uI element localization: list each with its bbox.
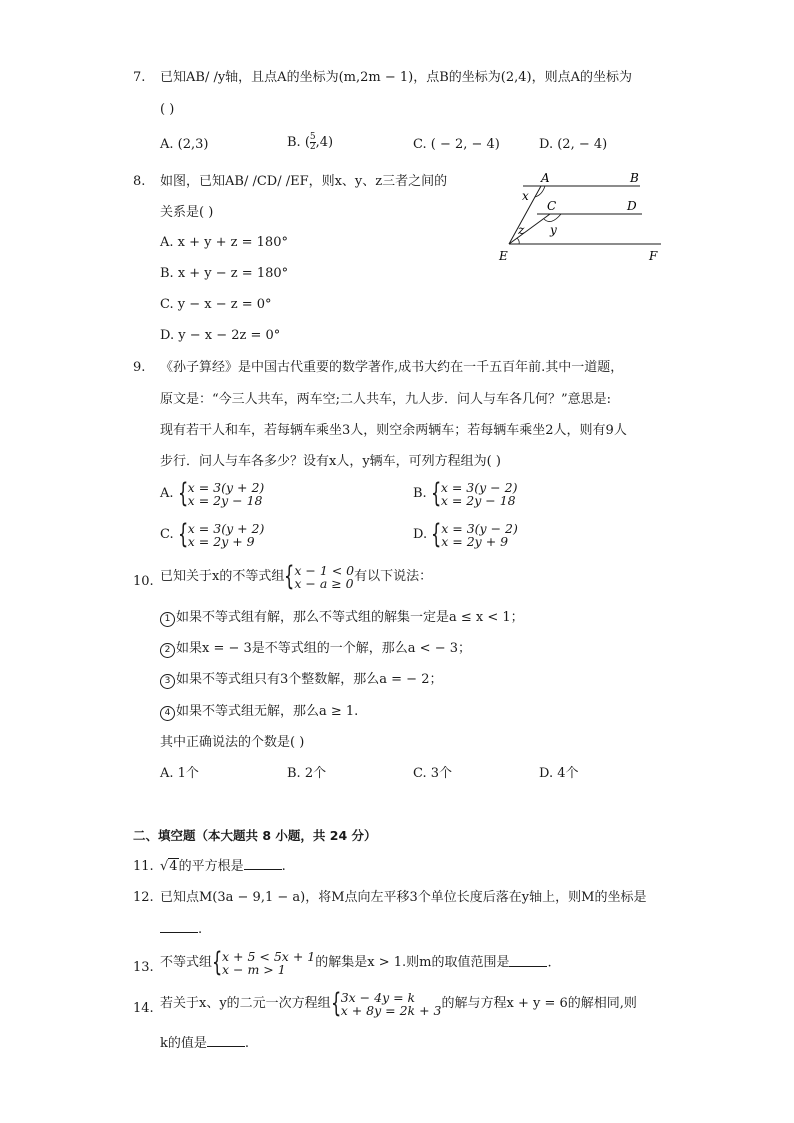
q10-stem: 已知关于x的不等式组 { x − 1 < 0 x − a ≥ 0 有以下说法：	[160, 561, 433, 592]
label-y: y	[550, 223, 557, 237]
q7-option-b-fraction: $\frac{5}{2}$	[309, 132, 316, 152]
q8-option-b: B. x + y − z = 180°	[160, 266, 289, 281]
q9-stem-line4: 步行．问人与车各多少？设有x人，y辆车，可列方程组为( )	[160, 454, 501, 469]
sqrt-symbol: √4	[160, 859, 178, 874]
label-a: A	[541, 171, 550, 185]
q10-option-d: D. 4个	[539, 766, 579, 781]
q13-number: 13.	[133, 960, 154, 975]
q9-option-d: D. { x = 3(y − 2) x = 2y + 9	[413, 519, 518, 550]
q8-number: 8.	[133, 174, 146, 189]
q11-answer-blank[interactable]	[244, 857, 282, 870]
q9-option-c: C. { x = 3(y + 2) x = 2y + 9	[160, 519, 265, 550]
q10-statement-2: 2 如果x = − 3是不等式组的一个解，那么a < − 3；	[160, 639, 471, 659]
q10-ask: 其中正确说法的个数是( )	[160, 735, 305, 750]
q8-stem-line2: 关系是( )	[160, 205, 214, 220]
q9-option-b: B. { x = 3(y − 2) x = 2y − 18	[413, 478, 518, 509]
q14-equation-system: { 3x − 4y = k x + 8y = 2k + 3	[330, 988, 442, 1019]
q7-option-b: B. ( $\frac{5}{2}$ ,4)	[287, 132, 334, 152]
q10-option-c: C. 3个	[413, 766, 453, 781]
q10-option-b: B. 2个	[287, 766, 327, 781]
label-x: x	[522, 189, 529, 203]
q8-stem-line1: 如图，已知AB/ /CD/ /EF，则x、y、z三者之间的	[160, 174, 448, 189]
q12-answer-line: .	[160, 920, 202, 940]
angle-y-arc	[544, 214, 561, 222]
line-ce	[509, 214, 550, 244]
q14-answer-blank[interactable]	[207, 1034, 245, 1047]
q12-number: 12.	[133, 890, 154, 905]
q7-option-c: C. ( − 2, − 4)	[413, 137, 500, 152]
q12-answer-blank[interactable]	[160, 920, 198, 933]
q7-option-a: A. (2,3)	[160, 137, 209, 152]
q13-answer-blank[interactable]	[509, 954, 547, 967]
q8-option-d: D. y − x − 2z = 0°	[160, 328, 281, 343]
label-f: F	[649, 249, 658, 263]
label-d: D	[627, 199, 637, 213]
angle-z-arc	[517, 238, 519, 244]
label-z: z	[518, 223, 525, 237]
q7-paren: ( )	[160, 102, 175, 117]
q11-stem: √4的平方根是 .	[160, 857, 286, 877]
q9-stem-line1: 《孙子算经》是中国古代重要的数学著作,成书大约在一千五百年前.其中一道题，	[160, 360, 624, 375]
q9-option-a-system: { x = 3(y + 2) x = 2y − 18	[177, 478, 265, 509]
q10-statement-4: 4 如果不等式组无解，那么a ≥ 1.	[160, 702, 358, 722]
q13-stem: 不等式组 { x + 5 < 5x + 1 x − m > 1 的解集是x > 1.则m的取值范围是 .	[160, 947, 552, 978]
q7-number: 7.	[133, 70, 146, 85]
q8-option-a: A. x + y + z = 180°	[160, 235, 288, 250]
q7-stem: 已知AB/ /y轴，且点A的坐标为(m,2m − 1)，点B的坐标为(2,4)，则点A的坐标为	[160, 70, 632, 85]
q10-number: 10.	[133, 574, 154, 589]
q9-option-d-system: { x = 3(y − 2) x = 2y + 9	[431, 519, 518, 550]
q9-option-c-system: { x = 3(y + 2) x = 2y + 9	[177, 519, 265, 550]
q10-statement-1: 1 如果不等式组有解，那么不等式组的解集一定是a ≤ x < 1；	[160, 608, 524, 628]
q13-inequality-system: { x + 5 < 5x + 1 x − m > 1	[212, 947, 316, 978]
q14-number: 14.	[133, 1001, 154, 1016]
q9-option-a: A. { x = 3(y + 2) x = 2y − 18	[160, 478, 265, 509]
q12-stem: 已知点M(3a − 9,1 − a)，将M点向左平移3个单位长度后落在y轴上，则M的坐标是	[160, 890, 647, 905]
q9-stem-line2: 原文是：“今三人共车，两车空;二人共车，九人步．问人与车各几何？”意思是:	[160, 392, 612, 407]
q14-line2: k的值是 .	[160, 1036, 250, 1051]
q14-stem: 若关于x、y的二元一次方程组 { 3x − 4y = k x + 8y = 2k + 3 的解与方程x + y = 6的解相同,则	[160, 988, 637, 1019]
q9-option-b-system: { x = 3(y − 2) x = 2y − 18	[430, 478, 518, 509]
q10-inequality-system: { x − 1 < 0 x − a ≥ 0	[284, 561, 355, 592]
q8-option-c: C. y − x − z = 0°	[160, 297, 272, 312]
q10-option-a: A. 1个	[160, 766, 199, 781]
q8-parallel-lines-figure	[495, 168, 670, 268]
q10-statement-3: 3 如果不等式组只有3个整数解，那么a = − 2；	[160, 670, 442, 690]
q9-number: 9.	[133, 360, 146, 375]
label-b: B	[630, 171, 639, 185]
q11-number: 11.	[133, 859, 154, 874]
label-e: E	[499, 249, 508, 263]
q7-option-d: D. (2, − 4)	[539, 137, 608, 152]
q9-stem-line3: 现有若干人和车，若每辆车乘坐3人，则空余两辆车；若每辆车乘坐2人，则有9人	[160, 423, 627, 438]
label-c: C	[547, 199, 557, 213]
section-2-heading: 二、填空题（本大题共 8 小题，共 24 分）	[133, 828, 377, 843]
